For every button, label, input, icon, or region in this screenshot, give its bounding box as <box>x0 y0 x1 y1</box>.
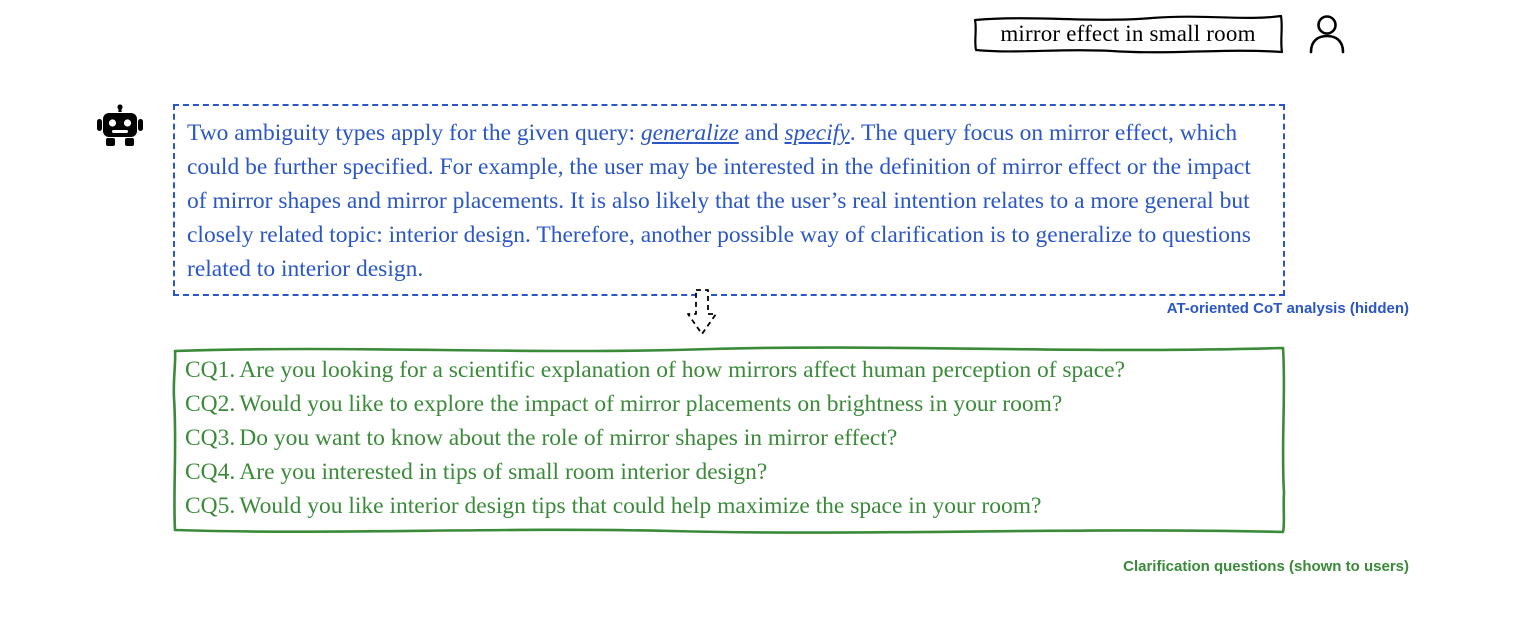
cq-text: Are you interested in tips of small room interior design? <box>239 459 768 485</box>
clarification-questions-caption: Clarification questions (shown to users) <box>1123 558 1409 575</box>
cot-run: Two ambiguity types apply for the given query: <box>187 120 641 146</box>
cot-analysis-caption: AT-oriented CoT analysis (hidden) <box>1166 300 1409 317</box>
cq-id: CQ4. <box>185 459 236 485</box>
user-avatar-glyph <box>1303 10 1351 58</box>
cq-id: CQ2. <box>185 391 236 417</box>
clarification-questions-box <box>171 343 1287 537</box>
cot-run: and <box>738 120 785 146</box>
cq-text: Would you like interior design tips that could help maximize the space in your room? <box>239 493 1042 519</box>
list-item[interactable] <box>185 489 1275 523</box>
list-item[interactable] <box>185 353 1275 387</box>
list-item[interactable] <box>185 421 1275 455</box>
cq-id: CQ5. <box>185 493 236 519</box>
cq-id: CQ3. <box>185 425 236 451</box>
cot-emphasis: generalize <box>640 120 739 146</box>
clarification-questions-list <box>185 353 1275 523</box>
cot-emphasis: specify <box>784 120 850 146</box>
list-item[interactable] <box>185 455 1275 489</box>
cot-analysis-box <box>173 104 1285 296</box>
list-item[interactable] <box>185 387 1275 421</box>
cq-id: CQ1. <box>185 357 236 383</box>
cot-run: . The query focus on mirror effect, which could be further specified. For example, the user may be interested in the definition of mirror effect or the impact of mirror shapes and mirror placements. It is also likely that the user’s real intention relates to a more general but closely related topic: interior design. Therefore, another possible way of clarification is to generalize to questions related to interior design. <box>187 120 1251 282</box>
user-query-text: mirror effect in small room <box>1000 21 1256 46</box>
cq-text: Would you like to explore the impact of mirror placements on brightness in your room? <box>239 391 1063 417</box>
down-arrow-icon <box>680 288 724 338</box>
cot-analysis-text <box>187 116 1269 286</box>
user-avatar-icon[interactable] <box>1303 10 1351 58</box>
robot-avatar-icon <box>96 104 144 152</box>
robot-avatar-glyph <box>96 104 144 152</box>
down-arrow-glyph <box>680 288 724 338</box>
cq-text: Are you looking for a scientific explanation of how mirrors affect human perception of space? <box>239 357 1126 383</box>
cq-text: Do you want to know about the role of mirror shapes in mirror effect? <box>239 425 898 451</box>
user-query-bubble[interactable] <box>972 12 1284 56</box>
